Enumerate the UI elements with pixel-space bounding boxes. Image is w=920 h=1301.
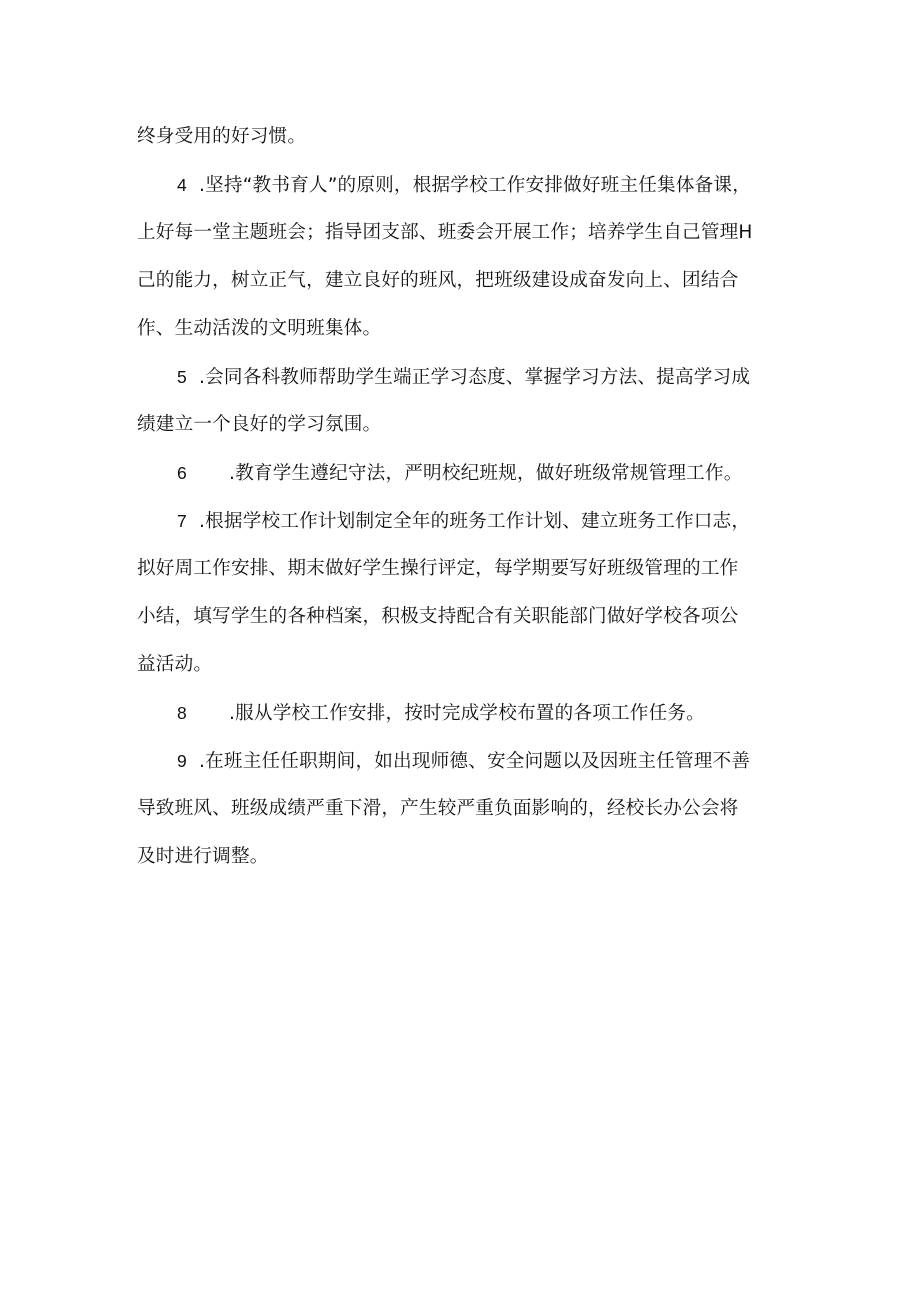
- item-number: 4: [177, 175, 187, 195]
- paragraph-line: [137, 838, 793, 886]
- line-text: .根据学校工作计划制定全年的班务工作计划、建立班务工作口志，: [199, 511, 751, 532]
- line-text: 导致班风、班级成绩严重下滑，产生较严重负面影响的，经校长办公会将: [137, 798, 739, 819]
- line-text: 己的能力，树立正气，建立良好的班风，把班级建设成奋发向上、团结合: [137, 270, 739, 291]
- paragraph-line: [137, 310, 793, 358]
- paragraph-line: [137, 646, 793, 694]
- line-text: 益活动。: [137, 654, 213, 675]
- line-text: 及时进行调整。: [137, 846, 269, 867]
- paragraph-line: [137, 406, 793, 454]
- list-item-9: [137, 742, 793, 790]
- line-text: .在班主任任职期间，如出现师德、安全问题以及因班主任管理不善: [199, 751, 751, 772]
- line-text: 小结，填写学生的各种档案，积极支持配合有关职能部门做好学校各项公: [137, 606, 739, 627]
- list-item-6: [137, 454, 793, 502]
- list-item-8: [137, 694, 793, 742]
- item-number: 5: [177, 367, 187, 387]
- line-text: 终身受用的好习惯。: [137, 126, 307, 147]
- paragraph-line: [137, 790, 793, 838]
- paragraph-line: [137, 550, 793, 598]
- item-number: 8: [177, 703, 187, 723]
- list-item-4: [137, 166, 793, 214]
- document-body: [137, 118, 793, 886]
- line-text: .坚持“教书育人”的原则，根据学校工作安排做好班主任集体备课，: [199, 175, 752, 196]
- item-number: 9: [177, 751, 187, 771]
- paragraph-line: [137, 598, 793, 646]
- paragraph-line: [137, 118, 793, 166]
- line-text: 绩建立一个良好的学习氛围。: [137, 414, 382, 435]
- line-text: 作、生动活泼的文明班集体。: [137, 318, 382, 339]
- line-text: 拟好周工作安排、期末做好学生操行评定，每学期要写好班级管理的工作: [137, 558, 739, 579]
- line-text: 上好每一堂主题班会；指导团支部、班委会开展工作；培养学生自己管理H: [137, 222, 753, 243]
- item-number: 7: [177, 511, 187, 531]
- paragraph-line: [137, 262, 793, 310]
- line-text: .教育学生遵纪守法，严明校纪班规，做好班级常规管理工作。: [229, 463, 743, 484]
- paragraph-line: [137, 214, 793, 262]
- item-number: 6: [177, 463, 187, 483]
- line-text: .服从学校工作安排，按时完成学校布置的各项工作任务。: [229, 703, 705, 724]
- line-text: .会同各科教师帮助学生端正学习态度、掌握学习方法、提高学习成: [199, 367, 751, 388]
- list-item-7: [137, 502, 793, 550]
- list-item-5: [137, 358, 793, 406]
